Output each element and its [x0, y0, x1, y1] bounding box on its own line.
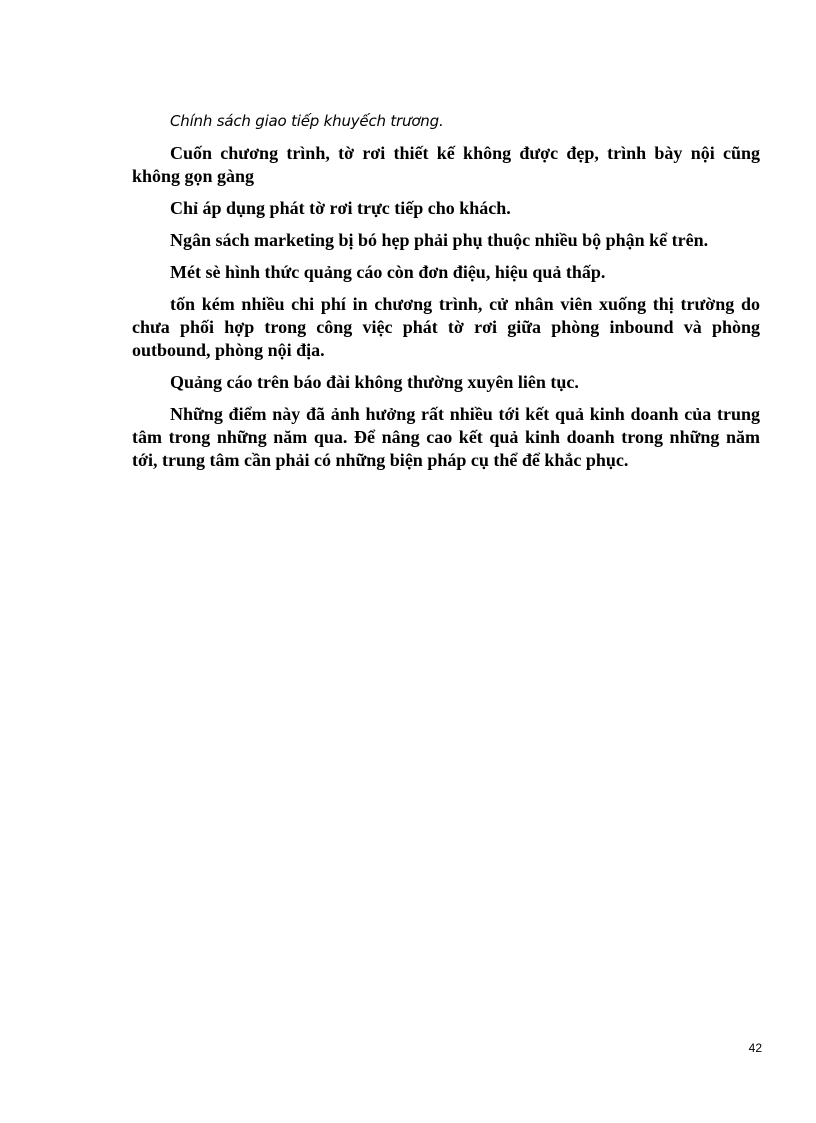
paragraph-brochure-design: Cuốn chương trình, tờ rơi thiết kế không được đẹp, trình bày nội cũng không gọn gàng — [132, 143, 760, 186]
paragraph-marketing-budget: Ngân sách marketing bị bó hẹp phải phụ thuộc nhiều bộ phận kể trên. — [170, 230, 709, 250]
paragraph-media-advertising: Quảng cáo trên báo đài không thường xuyên liên tục. — [170, 372, 579, 392]
paragraph-flyer-distribution: Chỉ áp dụng phát tờ rơi trực tiếp cho khách. — [170, 198, 511, 218]
paragraph-advertising-forms: Mét sè hình thức quảng cáo còn đơn điệu, hiệu quả thấp. — [170, 262, 606, 282]
document-page — [132, 108, 760, 481]
paragraph-conclusion: Những điểm này đã ảnh hưởng rất nhiều tới kết quả kinh doanh của trung tâm trong những năm qua. Để nâng cao kết quả kinh doanh trong những năm tới, trung tâm cần phải có những biện pháp cụ thể để khắc phục. — [132, 404, 760, 470]
section-heading: Chính sách giao tiếp khuyếch trương. — [170, 112, 444, 130]
paragraph-printing-costs: tốn kém nhiều chi phí in chương trình, cử nhân viên xuống thị trường do chưa phối hợp trong công việc phát tờ rơi giữa phòng inbound và phòng outbound, phòng nội địa. — [132, 294, 760, 360]
page-number: 42 — [748, 1041, 762, 1055]
